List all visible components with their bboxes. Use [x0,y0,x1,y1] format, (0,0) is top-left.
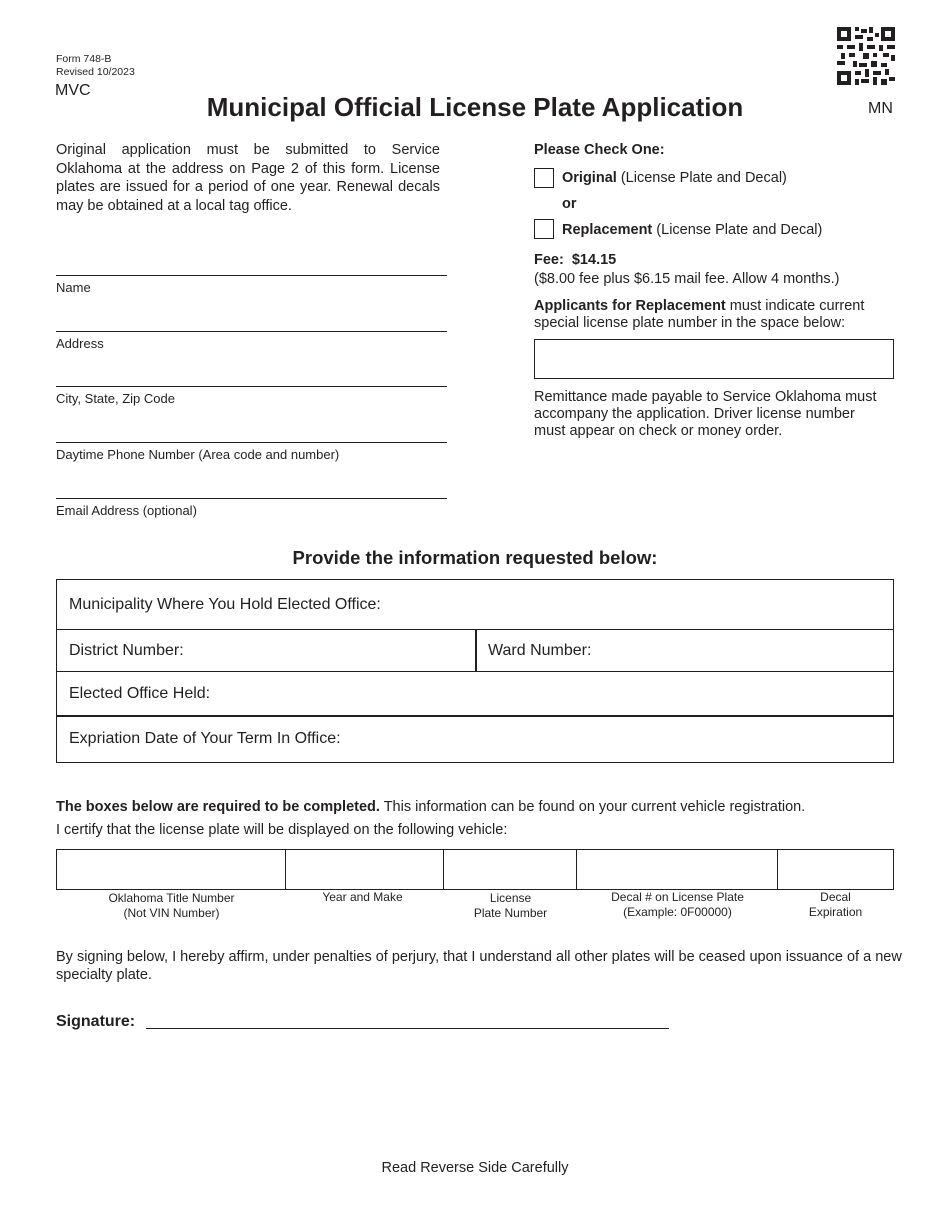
original-option-label [562,170,787,186]
year-make-input[interactable] [285,849,445,890]
replacement-checkbox[interactable] [534,219,554,239]
ward-number-field[interactable] [475,629,894,672]
title-number-input[interactable] [56,849,287,890]
address-label: Address [56,336,104,351]
form-code: MN [868,100,893,117]
year-make-label-line1: Year and Make [322,890,403,904]
title-number-label-line1: Oklahoma Title Number [108,891,235,905]
required-notice-rest: This information can be found on your current vehicle registration. [383,799,806,815]
fee-note: ($8.00 fee plus $6.15 mail fee. Allow 4 months.) [534,271,840,287]
license-plate-number-input[interactable] [443,849,578,890]
signature-label: Signature: [56,1013,136,1030]
title-number-label-line2: (Not VIN Number) [123,906,220,920]
decal-expiration-label-line2: Expiration [808,905,863,919]
required-notice-bold: The boxes below are required to be completed. [56,799,380,815]
affirmation-text: By signing below, I hereby affirm, under penalties of perjury, that I understand all other plates will be ceased upon issuance of a new specialty plate. [56,949,902,983]
elected-office-label: Elected Office Held: [69,685,211,702]
signature-line[interactable] [146,1028,669,1029]
city-state-zip-label: City, State, Zip Code [56,391,175,406]
info-heading: Provide the information requested below: [292,547,658,568]
municipality-field[interactable] [56,579,894,630]
license-plate-label-line2: Plate Number [473,906,548,920]
decal-number-label-line2: (Example: 0F00000) [623,905,732,919]
original-label-rest: (License Plate and Decal) [620,170,787,186]
replacement-note [534,298,899,331]
term-expiration-label: Expriation Date of Your Term In Office: [69,730,341,747]
original-label-bold: Original [562,170,617,186]
elected-office-field[interactable] [56,671,894,717]
fee-amount: Fee: $14.15 [534,252,617,268]
replacement-label-bold: Replacement [562,222,653,238]
agency-code: MVC [55,82,91,99]
or-label: or [562,196,577,212]
intro-text: Original application must be submitted to Service Oklahoma at the address on Page 2 of this form. License plates are issued for a period of one year. Renewal decals may be obtained at a local tag office. [56,142,440,214]
ward-number-label: Ward Number: [488,641,592,659]
name-label: Name [56,280,91,295]
email-field[interactable] [56,498,447,499]
decal-number-label [576,890,779,920]
decal-expiration-label-line1: Decal [820,890,851,904]
page-title: Municipal Official License Plate Application [206,92,744,122]
license-plate-label-line1: License [489,891,532,905]
district-number-label: District Number: [69,641,184,659]
municipality-label: Municipality Where You Hold Elected Office: [69,595,381,613]
required-notice [56,799,805,815]
year-make-label [285,890,440,905]
decal-number-label-line1: Decal # on License Plate [611,890,744,904]
phone-label: Daytime Phone Number (Area code and number) [56,447,340,462]
qr-code-icon [837,27,895,85]
replacement-note-bold: Applicants for Replacement [534,298,726,314]
district-number-field[interactable] [56,629,477,672]
certify-text: I certify that the license plate will be displayed on the following vehicle: [56,822,508,838]
original-checkbox[interactable] [534,168,554,188]
decal-expiration-label [777,890,894,920]
term-expiration-field[interactable] [56,715,894,763]
replacement-option-label [562,222,822,238]
form-number: Form 748-B [56,53,112,65]
email-label: Email Address (optional) [56,503,197,518]
decal-number-input[interactable] [576,849,779,890]
phone-field[interactable] [56,442,447,443]
remittance-note: Remittance made payable to Service Oklahoma must accompany the application. Driver license number must appear on check or money order. [534,389,877,439]
title-number-label [56,891,287,921]
license-plate-label [443,891,578,921]
revised-date: Revised 10/2023 [56,66,135,78]
replacement-note-rest: must indicate current special license plate number in the space below: [534,298,865,331]
replacement-label-rest: (License Plate and Decal) [656,222,823,238]
city-state-zip-field[interactable] [56,386,447,387]
address-field[interactable] [56,331,447,332]
current-plate-number-input[interactable] [534,339,894,379]
check-one-heading: Please Check One: [534,142,665,158]
footer-note: Read Reverse Side Carefully [381,1160,569,1176]
name-field[interactable] [56,275,447,276]
decal-expiration-input[interactable] [777,849,894,890]
